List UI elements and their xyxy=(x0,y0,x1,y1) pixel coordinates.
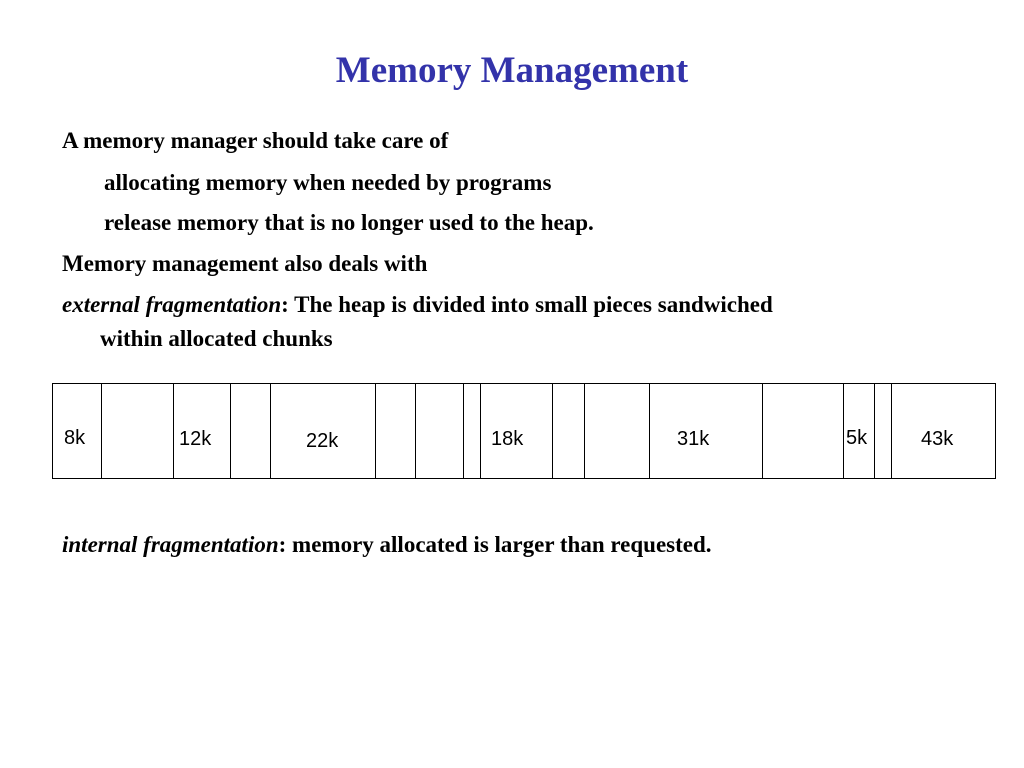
heap-divider xyxy=(891,384,892,478)
chunk-label-43k: 43k xyxy=(921,428,954,450)
intro-line: A memory manager should take care of xyxy=(62,128,449,153)
chunk-label-8k: 8k xyxy=(64,427,86,449)
external-fragmentation-text: The heap is divided into small pieces sandwiched xyxy=(288,292,773,317)
bullet-release: release memory that is no longer used to the heap. xyxy=(104,210,594,235)
external-fragmentation-line xyxy=(62,291,773,319)
heap-divider xyxy=(874,384,875,478)
heap-divider xyxy=(173,384,174,478)
heap-divider xyxy=(415,384,416,478)
heap-divider xyxy=(375,384,376,478)
heap-divider xyxy=(843,384,844,478)
external-fragmentation-colon: : xyxy=(281,292,289,317)
heap-divider xyxy=(480,384,481,478)
chunk-label-18k: 18k xyxy=(491,428,524,450)
heap-divider xyxy=(762,384,763,478)
slide-title: Memory Management xyxy=(335,50,689,91)
external-fragmentation-term: external fragmentation xyxy=(62,292,282,317)
chunk-label-12k: 12k xyxy=(179,428,212,450)
heap-divider xyxy=(584,384,585,478)
chunk-label-22k: 22k xyxy=(306,430,339,452)
internal-fragmentation-term: internal fragmentation xyxy=(62,532,279,557)
heap-diagram xyxy=(52,383,996,479)
internal-fragmentation-line xyxy=(62,531,712,559)
internal-fragmentation-text: memory allocated is larger than requested. xyxy=(286,532,712,557)
heap-divider xyxy=(649,384,650,478)
heap-divider xyxy=(230,384,231,478)
heap-divider xyxy=(101,384,102,478)
heap-divider xyxy=(270,384,271,478)
bullet-allocating: allocating memory when needed by programs xyxy=(104,170,552,195)
external-fragmentation-continuation: within allocated chunks xyxy=(100,326,333,351)
deals-with-line: Memory management also deals with xyxy=(62,251,428,276)
chunk-label-5k: 5k xyxy=(846,427,868,449)
heap-divider xyxy=(552,384,553,478)
internal-fragmentation-colon: : xyxy=(278,532,287,557)
chunk-label-31k: 31k xyxy=(677,428,710,450)
heap-divider xyxy=(463,384,464,478)
